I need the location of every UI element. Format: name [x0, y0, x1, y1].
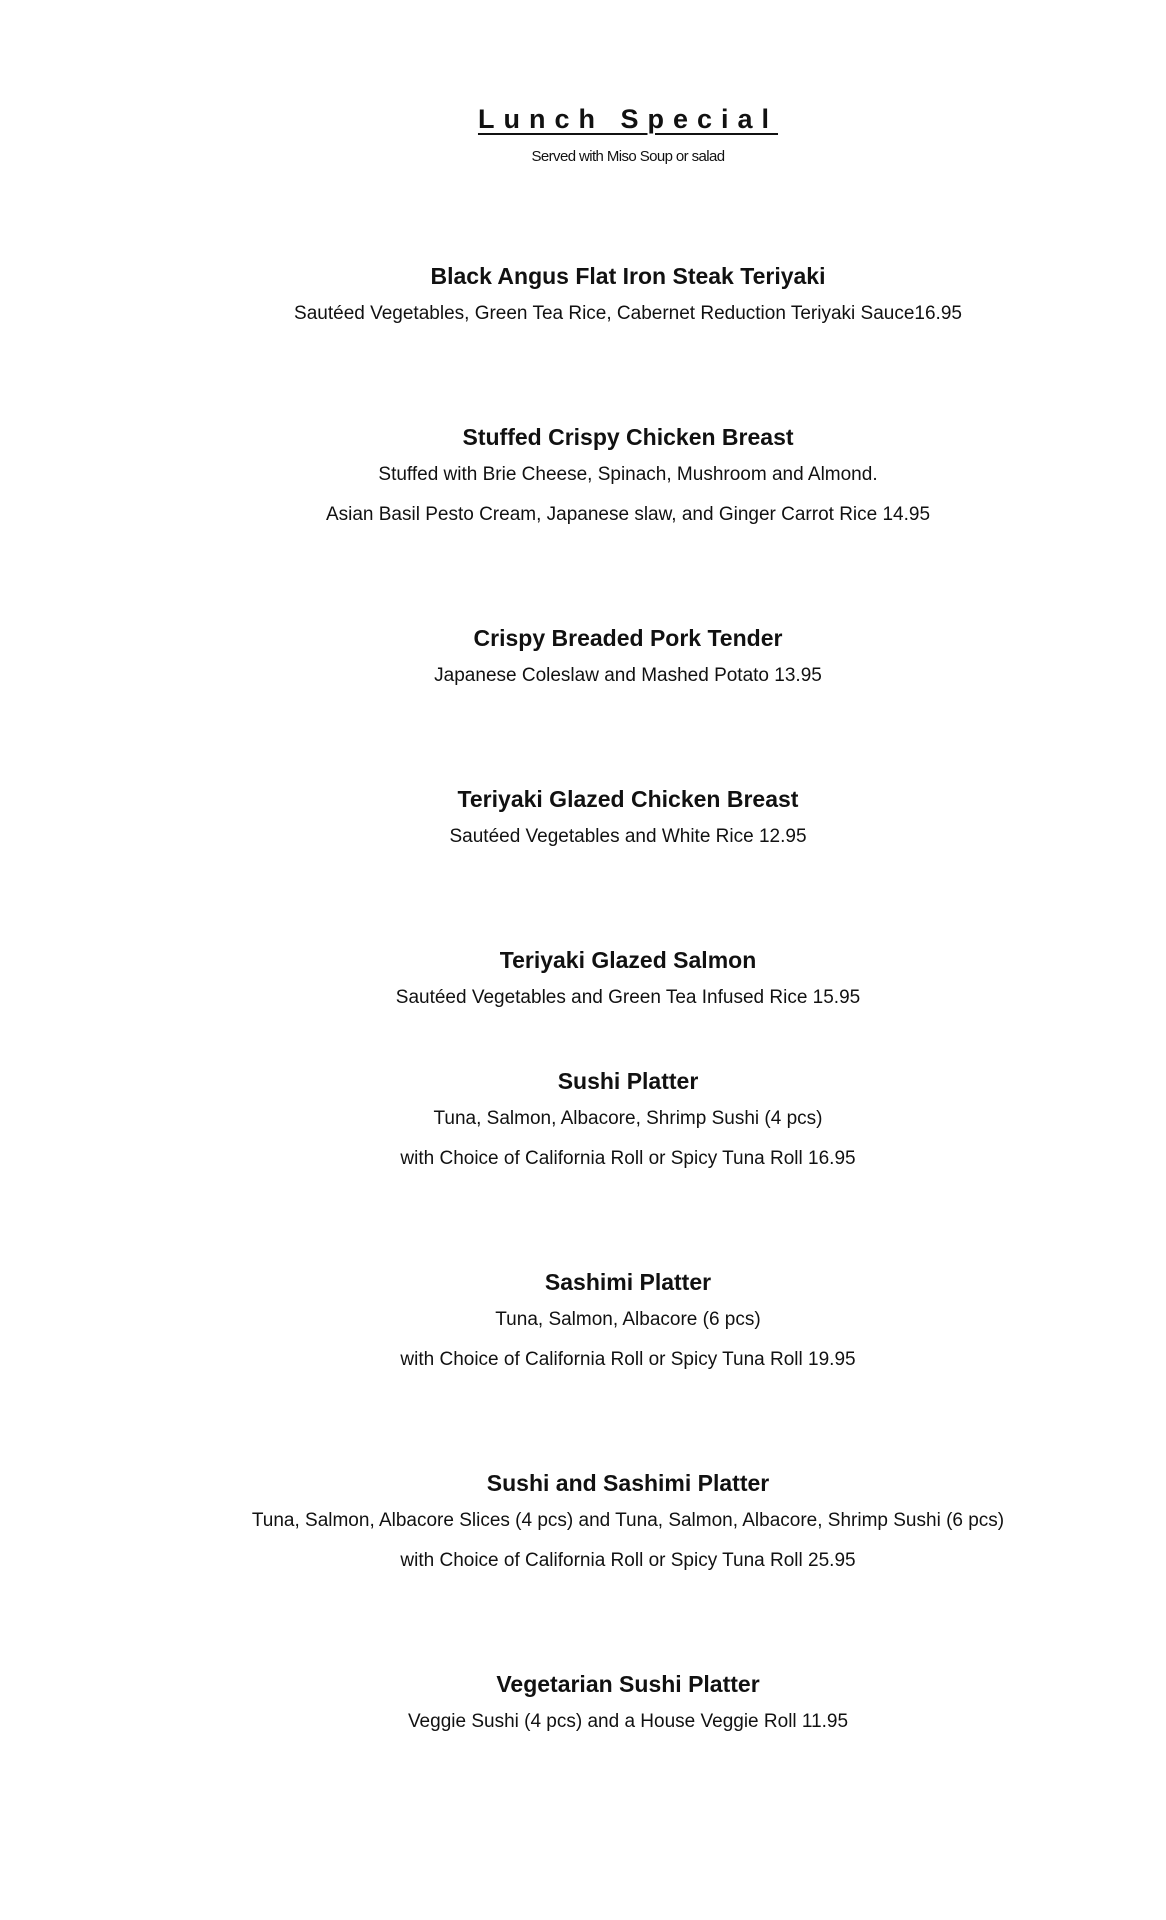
menu-item-stuffed-chicken [0, 423, 1166, 526]
menu-item-vegetarian-sushi [0, 1670, 1166, 1733]
menu-item-name: Teriyaki Glazed Chicken Breast [457, 786, 799, 812]
page-subtitle: Served with Miso Soup or salad [531, 148, 725, 165]
menu-item-description: Stuffed with Brie Cheese, Spinach, Mushroom and Almond. [378, 464, 878, 485]
menu-item-name: Vegetarian Sushi Platter [496, 1671, 760, 1697]
menu-item-name: Sushi Platter [557, 1068, 699, 1094]
menu-item-description: Tuna, Salmon, Albacore (6 pcs) [495, 1309, 761, 1330]
menu-item-name: Teriyaki Glazed Salmon [499, 947, 757, 973]
menu-item-sushi-sashimi-platter [0, 1469, 1166, 1572]
menu-item-pork-tender [0, 624, 1166, 687]
menu-item-description: with Choice of California Roll or Spicy Tuna Roll 16.95 [400, 1148, 856, 1169]
menu-item-description: with Choice of California Roll or Spicy Tuna Roll 19.95 [400, 1349, 856, 1370]
menu-item-sushi-platter [0, 1067, 1166, 1170]
menu-item-flat-iron-steak [0, 262, 1166, 325]
menu-item-description: Tuna, Salmon, Albacore Slices (4 pcs) and Tuna, Salmon, Albacore, Shrimp Sushi (6 pcs) [251, 1510, 1005, 1531]
menu-item-name: Black Angus Flat Iron Steak Teriyaki [430, 263, 826, 289]
menu-item-description: Sautéed Vegetables and White Rice 12.95 [449, 826, 807, 847]
menu-item-sashimi-platter [0, 1268, 1166, 1371]
menu-item-name: Stuffed Crispy Chicken Breast [462, 424, 794, 450]
menu-item-teriyaki-salmon [0, 946, 1166, 1009]
menu-item-description: Sautéed Vegetables, Green Tea Rice, Cabernet Reduction Teriyaki Sauce16.95 [294, 303, 962, 324]
menu-item-name: Sashimi Platter [544, 1269, 712, 1295]
menu-item-description: Sautéed Vegetables and Green Tea Infused Rice 15.95 [395, 987, 861, 1008]
menu-item-name: Crispy Breaded Pork Tender [473, 625, 783, 651]
menu-item-description: Japanese Coleslaw and Mashed Potato 13.95 [434, 665, 822, 686]
menu-item-teriyaki-chicken [0, 785, 1166, 848]
page-title: Lunch Special [477, 104, 779, 134]
menu-item-description: with Choice of California Roll or Spicy Tuna Roll 25.95 [400, 1550, 856, 1571]
menu-item-description: Tuna, Salmon, Albacore, Shrimp Sushi (4 pcs) [433, 1108, 823, 1129]
menu-item-description: Asian Basil Pesto Cream, Japanese slaw, and Ginger Carrot Rice 14.95 [325, 504, 931, 525]
menu-item-name: Sushi and Sashimi Platter [486, 1470, 770, 1496]
menu-item-description: Veggie Sushi (4 pcs) and a House Veggie Roll 11.95 [407, 1711, 849, 1732]
